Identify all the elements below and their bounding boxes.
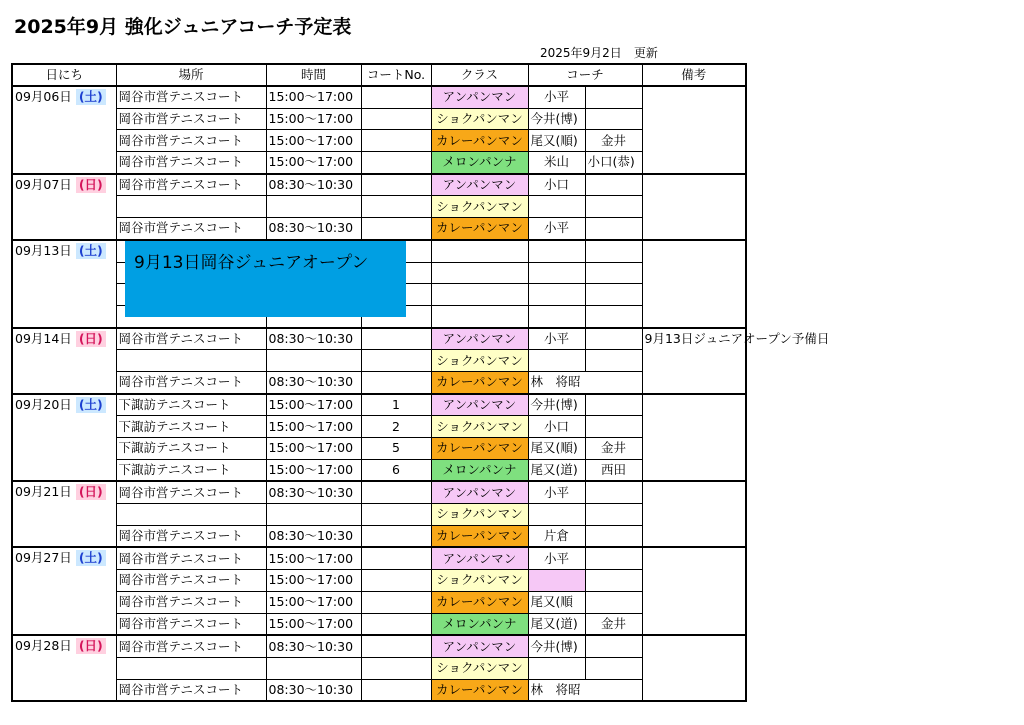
coach-cell: 今井(博) [528,108,585,130]
table-row [12,679,746,701]
note-cell [642,174,746,240]
class-cell: カレーパンマン [431,130,528,152]
date-cell: 09月21日 (日) [12,481,116,547]
updated-date: 2025年9月2日 [540,46,622,60]
place-cell [116,504,266,526]
coach-cell [585,635,642,657]
time-cell [266,350,361,372]
place-cell: 岡谷市営テニスコート [116,547,266,569]
coach-cell: 尾又(順 [528,591,585,613]
place-cell: 岡谷市営テニスコート [116,130,266,152]
coach-cell: 小平 [528,547,585,569]
table-row [12,86,746,108]
class-cell: アンパンマン [431,394,528,416]
place-cell: 岡谷市営テニスコート [116,328,266,350]
court-cell [361,504,431,526]
time-cell: 15:00～17:00 [266,613,361,635]
time-cell: 08:30～10:30 [266,328,361,350]
time-cell: 15:00～17:00 [266,459,361,481]
place-cell: 岡谷市営テニスコート [116,525,266,547]
table-row [12,635,746,657]
date-cell: 09月07日 (日) [12,174,116,240]
day-badge: (日) [76,638,106,654]
time-cell: 08:30～10:30 [266,679,361,701]
court-cell [361,108,431,130]
place-cell [116,196,266,218]
coach-cell: 小平 [528,481,585,503]
place-cell: 下諏訪テニスコート [116,459,266,481]
class-cell: ショクパンマン [431,657,528,679]
time-cell: 15:00～17:00 [266,394,361,416]
coach-cell: 小口(恭) [585,152,642,174]
coach-cell [585,218,642,240]
place-cell: 岡谷市営テニスコート [116,174,266,196]
class-cell: ショクパンマン [431,196,528,218]
coach-cell: 片倉 [528,525,585,547]
day-badge: (土) [76,550,106,566]
time-cell: 15:00～17:00 [266,86,361,108]
table-row [12,196,746,218]
court-cell [361,174,431,196]
header-court: コートNo. [361,64,431,86]
coach-cell: 尾又(道) [528,459,585,481]
coach-cell: 金井 [585,613,642,635]
place-cell: 下諏訪テニスコート [116,394,266,416]
coach-cell: 林 将昭 [528,679,642,701]
header-date: 日にち [12,64,116,86]
court-cell [361,657,431,679]
class-cell [431,240,528,262]
court-cell [361,547,431,569]
court-cell [361,570,431,592]
court-cell [361,350,431,372]
table-row [12,394,746,416]
place-cell: 下諏訪テニスコート [116,438,266,460]
place-cell: 岡谷市営テニスコート [116,591,266,613]
court-cell [361,328,431,350]
table-row [12,218,746,240]
coach-cell: 尾又(順) [528,130,585,152]
place-cell: 岡谷市営テニスコート [116,481,266,503]
time-cell [266,657,361,679]
day-badge: (日) [76,177,106,193]
place-cell: 岡谷市営テニスコート [116,108,266,130]
table-row [12,350,746,372]
coach-cell: 小平 [528,328,585,350]
coach-cell: 今井(博) [528,635,585,657]
court-cell [361,481,431,503]
note-cell: 9月13日ジュニアオープン予備日 [642,328,746,394]
court-cell [361,371,431,393]
coach-cell [585,196,642,218]
coach-cell [528,196,585,218]
place-cell: 岡谷市営テニスコート [116,679,266,701]
class-cell: カレーパンマン [431,438,528,460]
coach-cell [585,525,642,547]
coach-cell: 米山 [528,152,585,174]
coach-cell [585,416,642,438]
table-row [12,504,746,526]
class-cell: メロンパンナ [431,459,528,481]
header-time: 時間 [266,64,361,86]
table-row [12,174,746,196]
class-cell: カレーパンマン [431,371,528,393]
note-cell [642,547,746,635]
class-cell: ショクパンマン [431,570,528,592]
class-cell: カレーパンマン [431,679,528,701]
coach-cell [585,481,642,503]
class-cell: ショクパンマン [431,416,528,438]
court-cell [361,591,431,613]
table-row [12,591,746,613]
table-row [12,130,746,152]
coach-cell [528,657,585,679]
time-cell: 08:30～10:30 [266,218,361,240]
time-cell: 08:30～10:30 [266,371,361,393]
day-badge: (日) [76,331,106,347]
coach-cell [585,350,642,372]
coach-cell [585,504,642,526]
class-cell: メロンパンナ [431,613,528,635]
date-cell: 09月14日 (日) [12,328,116,394]
page-title: 2025年9月 強化ジュニアコーチ予定表 [14,16,352,38]
table-row [12,328,746,350]
note-cell [642,240,746,328]
table-row [12,657,746,679]
place-cell [116,657,266,679]
court-cell [361,635,431,657]
coach-cell: 西田 [585,459,642,481]
class-cell: カレーパンマン [431,525,528,547]
event-banner: 9月13日岡谷ジュニアオープン [125,241,406,317]
class-cell: ショクパンマン [431,350,528,372]
court-cell [361,613,431,635]
date-cell: 09月13日 (土) [12,240,116,328]
place-cell: 岡谷市営テニスコート [116,613,266,635]
class-cell: メロンパンナ [431,152,528,174]
coach-cell [585,108,642,130]
time-cell: 15:00～17:00 [266,591,361,613]
day-badge: (土) [76,89,106,105]
date-cell: 09月06日 (土) [12,86,116,174]
time-cell: 15:00～17:00 [266,108,361,130]
coach-cell [585,570,642,592]
coach-cell [528,350,585,372]
table-row [12,152,746,174]
time-cell: 08:30～10:30 [266,174,361,196]
court-cell [361,130,431,152]
table-row [12,371,746,393]
class-cell: アンパンマン [431,174,528,196]
coach-cell [585,547,642,569]
date-cell: 09月27日 (土) [12,547,116,635]
day-badge: (土) [76,243,106,259]
class-cell: ショクパンマン [431,108,528,130]
table-row [12,570,746,592]
class-cell: カレーパンマン [431,218,528,240]
table-row [12,459,746,481]
court-cell: 1 [361,394,431,416]
table-row [12,481,746,503]
table-row [12,613,746,635]
coach-cell: 小平 [528,86,585,108]
coach-cell: 小口 [528,174,585,196]
day-badge: (日) [76,484,106,500]
court-cell: 6 [361,459,431,481]
court-cell [361,196,431,218]
header-coach: コーチ [528,64,642,86]
time-cell: 15:00～17:00 [266,416,361,438]
table-row [12,108,746,130]
table-row [12,438,746,460]
coach-cell [585,86,642,108]
coach-cell: 小口 [528,416,585,438]
schedule-table [11,63,830,702]
court-cell [361,679,431,701]
updated-label: 更新 [633,46,658,60]
note-cell [642,394,746,482]
place-cell: 岡谷市営テニスコート [116,86,266,108]
court-cell [361,86,431,108]
place-cell: 岡谷市営テニスコート [116,371,266,393]
coach-cell [585,657,642,679]
class-cell: アンパンマン [431,86,528,108]
class-cell: アンパンマン [431,635,528,657]
place-cell: 岡谷市営テニスコート [116,218,266,240]
court-cell: 5 [361,438,431,460]
time-cell [266,196,361,218]
header-place: 場所 [116,64,266,86]
note-cell [642,86,746,174]
class-cell: アンパンマン [431,328,528,350]
class-cell: アンパンマン [431,547,528,569]
time-cell: 08:30～10:30 [266,635,361,657]
class-cell: カレーパンマン [431,591,528,613]
coach-cell [585,591,642,613]
note-cell [642,481,746,547]
coach-cell [528,504,585,526]
court-cell [361,218,431,240]
time-cell: 15:00～17:00 [266,547,361,569]
table-row [12,547,746,569]
time-cell: 08:30～10:30 [266,525,361,547]
coach-cell: 今井(博) [528,394,585,416]
time-cell: 08:30～10:30 [266,481,361,503]
day-badge: (土) [76,397,106,413]
coach-cell [585,394,642,416]
note-cell [642,635,746,701]
place-cell: 下諏訪テニスコート [116,416,266,438]
court-cell [361,152,431,174]
date-cell: 09月20日 (土) [12,394,116,482]
place-cell [116,350,266,372]
class-cell: アンパンマン [431,481,528,503]
coach-cell: 金井 [585,438,642,460]
coach-cell [585,240,642,262]
time-cell: 15:00～17:00 [266,438,361,460]
header-row [12,64,746,86]
place-cell: 岡谷市営テニスコート [116,570,266,592]
court-cell: 2 [361,416,431,438]
coach-cell: 金井 [585,130,642,152]
time-cell: 15:00～17:00 [266,130,361,152]
coach-cell [585,328,642,350]
coach-cell: 小平 [528,218,585,240]
place-cell: 岡谷市営テニスコート [116,635,266,657]
coach-cell: 尾又(順) [528,438,585,460]
class-cell: ショクパンマン [431,504,528,526]
coach-cell: 林 将昭 [528,371,642,393]
coach-cell: 尾又(道) [528,613,585,635]
coach-cell [528,240,585,262]
coach-cell [585,174,642,196]
table-row [12,525,746,547]
date-cell: 09月28日 (日) [12,635,116,701]
time-cell [266,504,361,526]
header-notes: 備考 [642,64,746,86]
place-cell: 岡谷市営テニスコート [116,152,266,174]
time-cell: 15:00～17:00 [266,152,361,174]
court-cell [361,525,431,547]
updated-line [540,44,670,61]
coach-cell [528,570,585,592]
header-class: クラス [431,64,528,86]
table-row [12,416,746,438]
time-cell: 15:00～17:00 [266,570,361,592]
